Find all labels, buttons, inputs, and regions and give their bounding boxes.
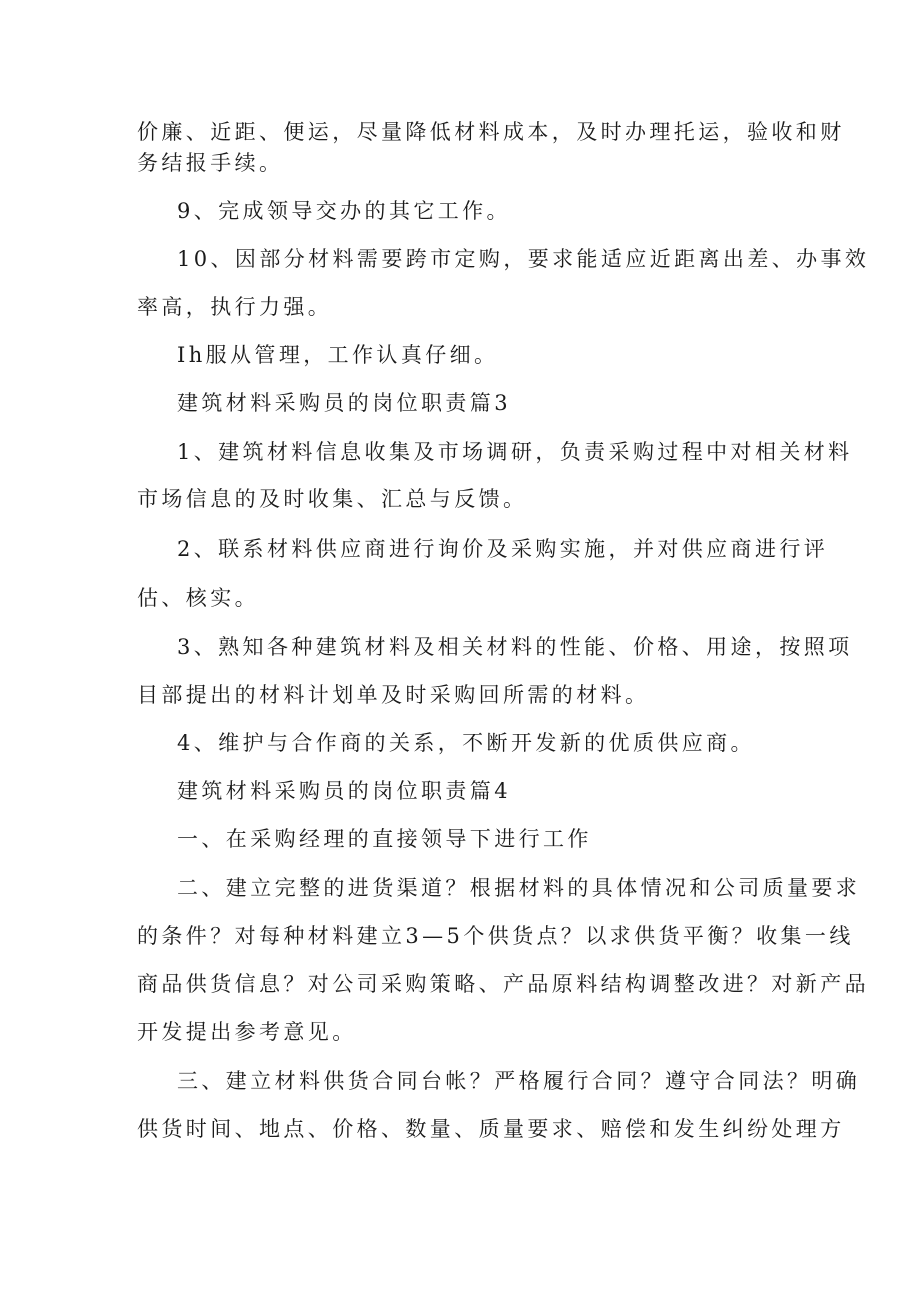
list-item: 1、建筑材料信息收集及市场调研，负责采购过程中对相关材料 <box>177 440 853 464</box>
paragraph-line: 的条件？对每种材料建立3—5个供货点？以求供货平衡？收集一线 <box>137 924 854 948</box>
list-item-11: Ih服从管理，工作认真仔细。 <box>177 343 499 367</box>
list-item: 三、建立材料供货合同台帐？严格履行合同？遵守合同法？明确 <box>177 1069 861 1093</box>
section-heading: 建筑材料采购员的岗位职责篇3 <box>177 391 511 415</box>
list-item-10: 10、因部分材料需要跨市定购，要求能适应近距离出差、办事效 <box>177 247 870 271</box>
paragraph-line: 估、核实。 <box>137 586 259 610</box>
paragraph-line: 价廉、近距、便运，尽量降低材料成本，及时办理托运，验收和财 <box>137 120 845 144</box>
paragraph-line: 供货时间、地点、价格、数量、质量要求、赔偿和发生纠纷处理方 <box>137 1117 845 1141</box>
paragraph-line: 商品供货信息？对公司采购策略、产品原料结构调整改进？对新产品 <box>137 972 869 996</box>
paragraph-line: 市场信息的及时收集、汇总与反馈。 <box>137 487 528 511</box>
paragraph-line: 目部提出的材料计划单及时采购回所需的材料。 <box>137 683 650 707</box>
list-item: 3、熟知各种建筑材料及相关材料的性能、价格、用途，按照项 <box>177 635 853 659</box>
paragraph-line: 务结报手续。 <box>137 151 284 175</box>
list-item: 2、联系材料供应商进行询价及采购实施，并对供应商进行评 <box>177 537 829 561</box>
list-item: 一、在采购经理的直接领导下进行工作 <box>177 827 592 851</box>
section-heading: 建筑材料采购员的岗位职责篇4 <box>177 779 511 803</box>
list-item: 二、建立完整的进货渠道？根据材料的具体情况和公司质量要求 <box>177 876 861 900</box>
paragraph-line: 开发提出参考意见。 <box>137 1020 357 1044</box>
list-item: 4、维护与合作商的关系，不断开发新的优质供应商。 <box>177 731 755 755</box>
paragraph-line: 率高，执行力强。 <box>137 295 333 319</box>
list-item-9: 9、完成领导交办的其它工作。 <box>177 199 511 223</box>
